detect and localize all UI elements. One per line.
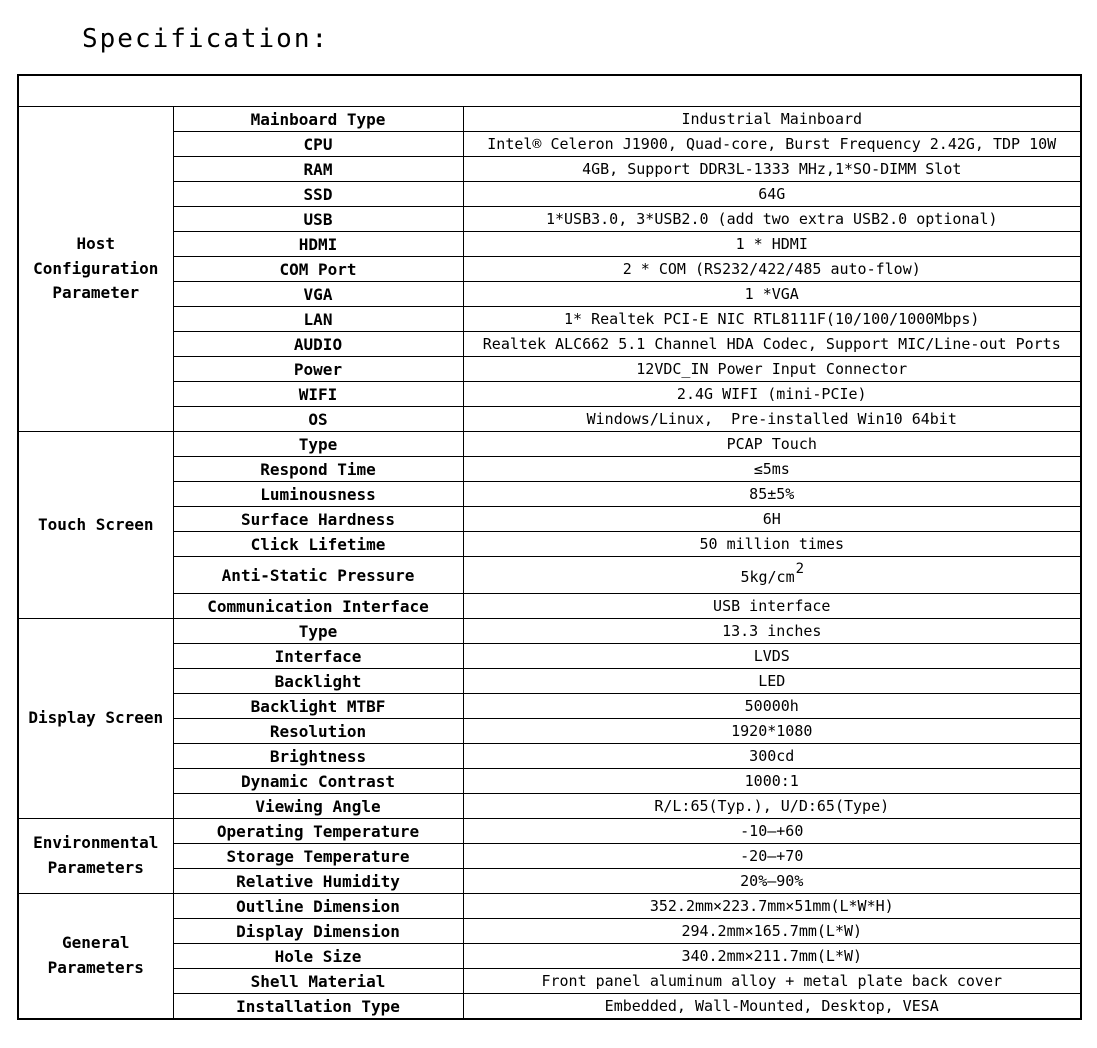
parameter-value-cell: 12VDC_IN Power Input Connector: [463, 357, 1081, 382]
category-cell: Host Configuration Parameter: [18, 107, 173, 432]
parameter-name-cell: Click Lifetime: [173, 532, 463, 557]
parameter-value-cell: 50000h: [463, 694, 1081, 719]
parameter-name-cell: Surface Hardness: [173, 507, 463, 532]
parameter-name-cell: Relative Humidity: [173, 869, 463, 894]
parameter-value-cell: 1920*1080: [463, 719, 1081, 744]
parameter-name-cell: Dynamic Contrast: [173, 769, 463, 794]
parameter-value-cell: 4GB, Support DDR3L-1333 MHz,1*SO-DIMM Slot: [463, 157, 1081, 182]
parameter-value-cell: 1* Realtek PCI-E NIC RTL8111F(10/100/1000Mbps): [463, 307, 1081, 332]
parameter-name-cell: OS: [173, 407, 463, 432]
parameter-value-cell: 2 * COM (RS232/422/485 auto-flow): [463, 257, 1081, 282]
parameter-name-cell: Operating Temperature: [173, 819, 463, 844]
parameter-name-cell: Mainboard Type: [173, 107, 463, 132]
parameter-value-cell: 20%—90%: [463, 869, 1081, 894]
parameter-name-cell: Interface: [173, 644, 463, 669]
parameter-value-cell: Windows/Linux, Pre-installed Win10 64bit: [463, 407, 1081, 432]
table-row: [18, 382, 1081, 407]
parameter-value-cell: PCAP Touch: [463, 432, 1081, 457]
parameter-value-cell: 352.2mm×223.7mm×51mm(L*W*H): [463, 894, 1081, 919]
parameter-value-cell: -20—+70: [463, 844, 1081, 869]
table-row: [18, 257, 1081, 282]
parameter-value-cell: 1000:1: [463, 769, 1081, 794]
parameter-name-cell: Backlight MTBF: [173, 694, 463, 719]
parameter-value-cell: 300cd: [463, 744, 1081, 769]
parameter-value-cell: 340.2mm×211.7mm(L*W): [463, 944, 1081, 969]
parameter-name-cell: AUDIO: [173, 332, 463, 357]
table-row: [18, 594, 1081, 619]
parameter-value-cell: 13.3 inches: [463, 619, 1081, 644]
specification-table: [17, 74, 1082, 1020]
parameter-value-cell: 85±5%: [463, 482, 1081, 507]
parameter-name-cell: Resolution: [173, 719, 463, 744]
parameter-name-cell: COM Port: [173, 257, 463, 282]
parameter-name-cell: Outline Dimension: [173, 894, 463, 919]
table-row: [18, 944, 1081, 969]
parameter-name-cell: Respond Time: [173, 457, 463, 482]
category-cell: General Parameters: [18, 894, 173, 1020]
table-row: [18, 457, 1081, 482]
table-row: [18, 744, 1081, 769]
parameter-name-cell: Power: [173, 357, 463, 382]
category-cell: Environmental Parameters: [18, 819, 173, 894]
parameter-value-cell: R/L:65(Typ.), U/D:65(Type): [463, 794, 1081, 819]
table-header-empty-row: [18, 75, 1081, 107]
parameter-name-cell: WIFI: [173, 382, 463, 407]
page-title: Specification:: [82, 24, 330, 54]
parameter-name-cell: VGA: [173, 282, 463, 307]
parameter-name-cell: Hole Size: [173, 944, 463, 969]
table-row: [18, 432, 1081, 457]
parameter-value-cell: [463, 557, 1081, 594]
parameter-value-cell: 1 * HDMI: [463, 232, 1081, 257]
parameter-value-cell: 2.4G WIFI (mini-PCIe): [463, 382, 1081, 407]
table-row: [18, 794, 1081, 819]
table-row: [18, 994, 1081, 1020]
table-row: [18, 157, 1081, 182]
table-row: [18, 894, 1081, 919]
table-row: [18, 869, 1081, 894]
parameter-name-cell: Type: [173, 432, 463, 457]
parameter-value-cell: 1 *VGA: [463, 282, 1081, 307]
parameter-value-cell: -10—+60: [463, 819, 1081, 844]
parameter-name-cell: Type: [173, 619, 463, 644]
parameter-value-cell: LED: [463, 669, 1081, 694]
parameter-name-cell: RAM: [173, 157, 463, 182]
table-row: [18, 919, 1081, 944]
parameter-name-cell: CPU: [173, 132, 463, 157]
parameter-value-cell: USB interface: [463, 594, 1081, 619]
parameter-value-cell: Industrial Mainboard: [463, 107, 1081, 132]
table-row: [18, 669, 1081, 694]
parameter-name-cell: SSD: [173, 182, 463, 207]
value-text: 5kg/cm: [740, 568, 795, 586]
table-row: [18, 407, 1081, 432]
table-row: [18, 694, 1081, 719]
table-row: [18, 182, 1081, 207]
parameter-name-cell: Luminousness: [173, 482, 463, 507]
parameter-value-cell: 6H: [463, 507, 1081, 532]
table-row: [18, 482, 1081, 507]
parameter-value-cell: 64G: [463, 182, 1081, 207]
table-row: [18, 557, 1081, 594]
table-row: [18, 107, 1081, 132]
table-row: [18, 819, 1081, 844]
value-superscript: 2: [795, 561, 805, 577]
empty-header-cell: [18, 75, 1081, 107]
table-row: [18, 969, 1081, 994]
parameter-value-cell: LVDS: [463, 644, 1081, 669]
table-row: [18, 619, 1081, 644]
parameter-name-cell: HDMI: [173, 232, 463, 257]
parameter-name-cell: Viewing Angle: [173, 794, 463, 819]
table-row: [18, 232, 1081, 257]
parameter-name-cell: USB: [173, 207, 463, 232]
parameter-value-cell: ≤5ms: [463, 457, 1081, 482]
category-cell: Touch Screen: [18, 432, 173, 619]
parameter-value-cell: Realtek ALC662 5.1 Channel HDA Codec, Support MIC/Line-out Ports: [463, 332, 1081, 357]
parameter-name-cell: Storage Temperature: [173, 844, 463, 869]
table-row: [18, 132, 1081, 157]
parameter-name-cell: Shell Material: [173, 969, 463, 994]
table-row: [18, 719, 1081, 744]
parameter-name-cell: Anti-Static Pressure: [173, 557, 463, 594]
specification-table-body: [18, 75, 1081, 1019]
parameter-value-cell: Intel® Celeron J1900, Quad-core, Burst Frequency 2.42G, TDP 10W: [463, 132, 1081, 157]
table-row: [18, 507, 1081, 532]
table-row: [18, 844, 1081, 869]
parameter-value-cell: Embedded, Wall-Mounted, Desktop, VESA: [463, 994, 1081, 1020]
table-row: [18, 644, 1081, 669]
parameter-value-cell: 50 million times: [463, 532, 1081, 557]
parameter-value-cell: 1*USB3.0, 3*USB2.0 (add two extra USB2.0 optional): [463, 207, 1081, 232]
parameter-name-cell: Brightness: [173, 744, 463, 769]
parameter-value-cell: Front panel aluminum alloy + metal plate back cover: [463, 969, 1081, 994]
table-row: [18, 332, 1081, 357]
parameter-name-cell: Backlight: [173, 669, 463, 694]
parameter-value-cell: 294.2mm×165.7mm(L*W): [463, 919, 1081, 944]
table-row: [18, 769, 1081, 794]
table-row: [18, 532, 1081, 557]
parameter-name-cell: Display Dimension: [173, 919, 463, 944]
table-row: [18, 307, 1081, 332]
table-row: [18, 207, 1081, 232]
table-row: [18, 282, 1081, 307]
category-cell: Display Screen: [18, 619, 173, 819]
table-row: [18, 357, 1081, 382]
parameter-name-cell: LAN: [173, 307, 463, 332]
parameter-name-cell: Communication Interface: [173, 594, 463, 619]
parameter-name-cell: Installation Type: [173, 994, 463, 1020]
